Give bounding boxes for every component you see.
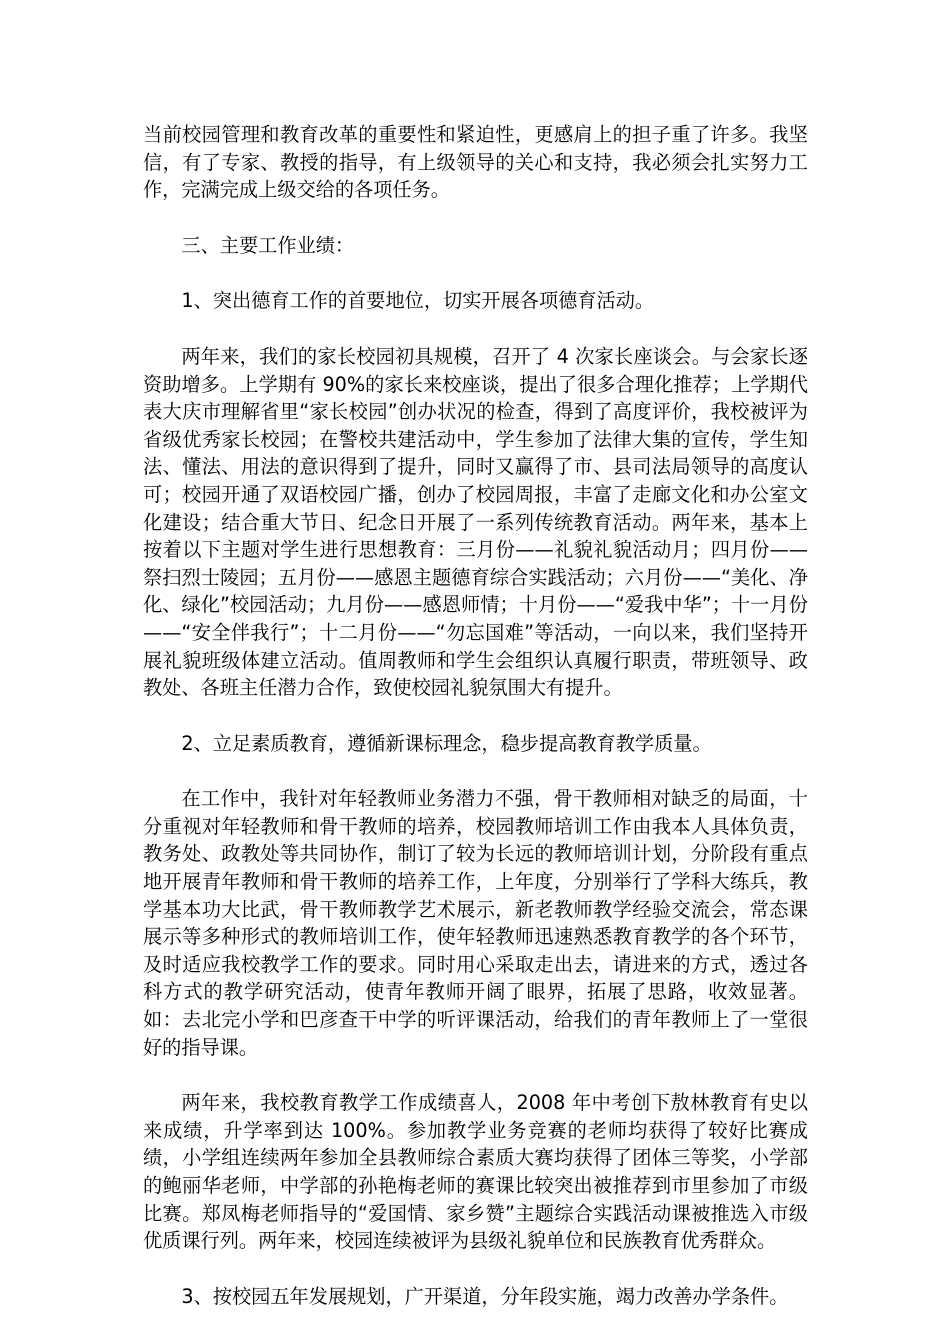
paragraph-continued: 当前校园管理和教育改革的重要性和紧迫性，更感肩上的担子重了许多。我坚信，有了专家、教授的指导，有上级领导的关心和支持，我必须会扎实努力工作，完满完成上级交给的各项任务。 bbox=[143, 123, 808, 202]
document-body bbox=[143, 121, 808, 1338]
subheading-development-plan: 3、按校园五年发展规划，广开渠道，分年段实施，竭力改善办学条件。 bbox=[181, 1284, 789, 1308]
paragraph-parent-school: 两年来，我们的家长校园初具规模，召开了 4 次家长座谈会。与会家长逐资助增多。上学期有 90%的家长来校座谈，提出了很多合理化推荐；上学期代表大庆市理解省里“家长校园”创办状况的检查，得到了高度评价，我校被评为省级优秀家长校园；在警校共建活动中，学生参加了法律大集的宣传，学生知法、懂法、用法的意识得到了提升，同时又赢得了市、县司法局领导的高度认可；校园开通了双语校园广播，创办了校园周报，丰富了走廊文化和办公室文化建设；结合重大节日、纪念日开展了一系列传统教育活动。两年来，基本上按着以下主题对学生进行思想教育：三月份——礼貌礼貌活动月；四月份——祭扫烈士陵园；五月份——感恩主题德育综合实践活动；六月份——“美化、净化、绿化”校园活动；九月份——感恩师情；十月份——“爱我中华”；十一月份——“安全伴我行”；十二月份——“勿忘国难”等活动，一向以来，我们坚持开展礼貌班级体建立活动。值周教师和学生会组织认真履行职责，带班领导、政教处、各班主任潜力合作，致使校园礼貌氛围大有提升。 bbox=[143, 344, 808, 700]
paragraph-teaching-results: 两年来，我校教育教学工作成绩喜人，2008 年中考创下敖林教育有史以来成绩，升学率到达 100%。参加教学业务竞赛的老师均获得了较好比赛成绩，小学组连续两年参加全县教师综合素质大赛均获得了团体三等奖，小学部的鲍丽华老师，中学部的孙艳梅老师的赛课比较突出被推荐到市里参加了市级比赛。郑凤梅老师指导的“爱国情、家乡赞”主题综合实践活动课被推选入市级优质课行列。两年来，校园连续被评为县级礼貌单位和民族教育优秀群众。 bbox=[143, 1091, 808, 1253]
section-heading-main-achievements: 三、主要工作业绩： bbox=[181, 233, 355, 257]
subheading-moral-education: 1、突出德育工作的首要地位，切实开展各项德育活动。 bbox=[181, 289, 655, 313]
subheading-quality-education: 2、立足素质教育，遵循新课标理念，稳步提高教育教学质量。 bbox=[181, 731, 712, 755]
paragraph-teacher-training: 在工作中，我针对年轻教师业务潜力不强，骨干教师相对缺乏的局面，十分重视对年轻教师和骨干教师的培养，校园教师培训工作由我本人具体负责，教务处、政教处等共同协作，制订了较为长远的教师培训计划，分阶段有重点地开展青年教师和骨干教师的培养工作，上年度，分别举行了学科大练兵，教学基本功大比武，骨干教师教学艺术展示，新老教师教学经验交流会，常态课展示等多种形式的教师培训工作，使年轻教师迅速熟悉教育教学的各个环节，及时适应我校教学工作的要求。同时用心采取走出去，请进来的方式，透过各科方式的教学研究活动，使青年教师开阔了眼界，拓展了思路，收效显著。如：去北完小学和巴彦查干中学的听评课活动，给我们的青年教师上了一堂很好的指导课。 bbox=[143, 787, 808, 1059]
